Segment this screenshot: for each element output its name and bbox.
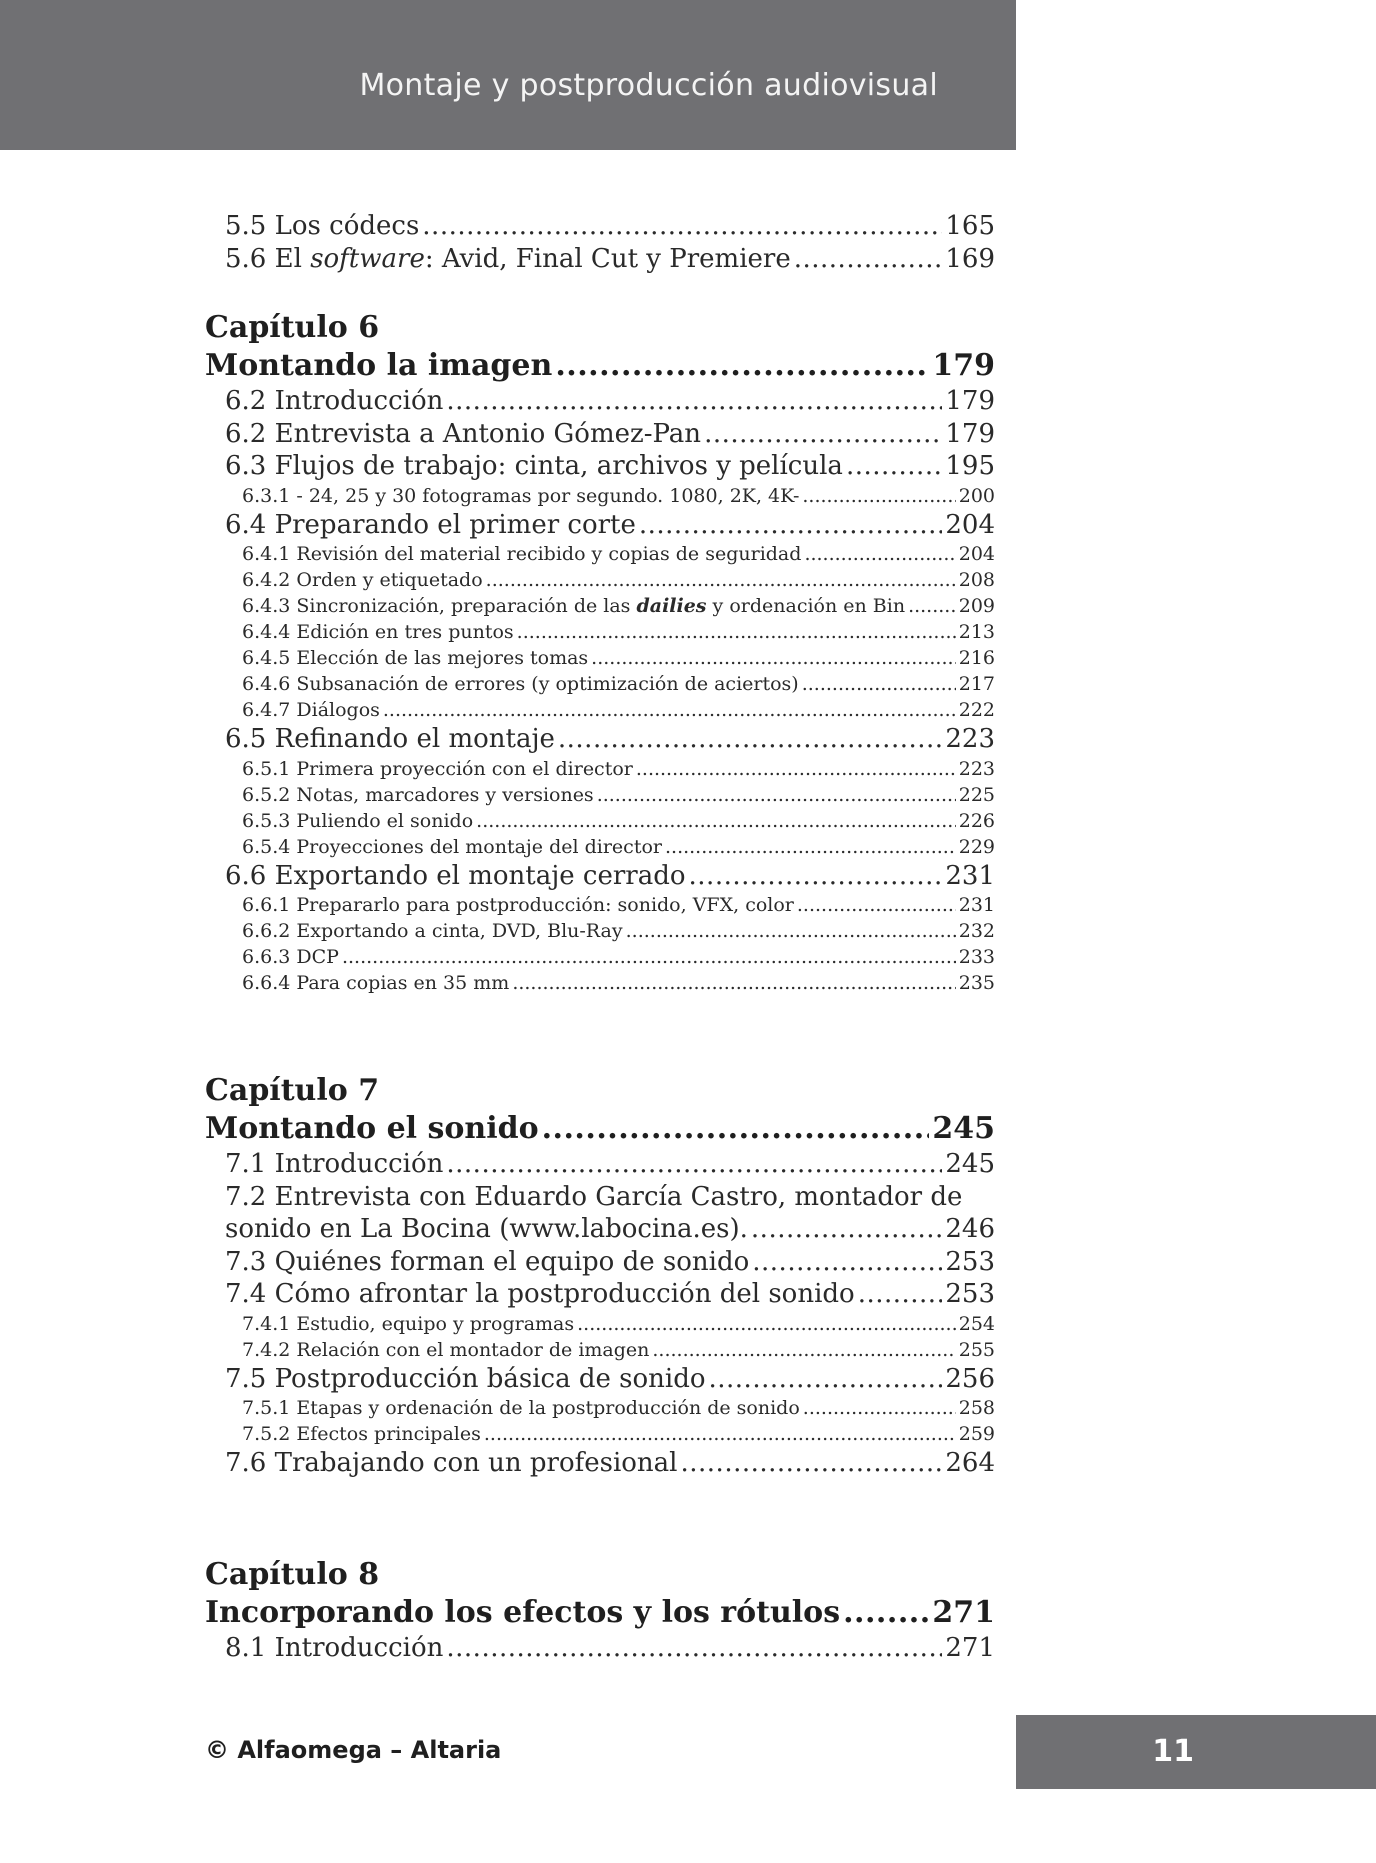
toc-subentry xyxy=(205,918,995,944)
dot-leader xyxy=(797,892,956,918)
toc-entry xyxy=(205,1148,995,1181)
dot-leader xyxy=(577,1311,956,1337)
toc-entry-page: 229 xyxy=(958,835,995,858)
toc-subentry xyxy=(205,944,995,970)
toc-entry-label: 6.2 Entrevista a Antonio Gómez-Pan xyxy=(225,418,702,449)
header-band xyxy=(0,0,1016,150)
toc-entry-page: 179 xyxy=(945,386,995,416)
toc-subentry xyxy=(205,1421,995,1447)
chapter-title: Montando el sonido xyxy=(205,1111,539,1146)
toc-entry-label: 6.4.2 Orden y etiquetado xyxy=(242,569,483,591)
chapter-heading: Capítulo 7 xyxy=(205,1073,380,1108)
toc-entry-page: 213 xyxy=(958,621,995,643)
toc-entry-page: 246 xyxy=(945,1214,995,1244)
dot-leader xyxy=(517,619,956,645)
toc-entry-page: 216 xyxy=(958,647,995,669)
toc-subentry xyxy=(205,1395,995,1421)
dot-leader xyxy=(476,808,956,834)
toc-entry xyxy=(205,1363,995,1396)
dot-leader xyxy=(908,593,956,619)
toc-entry-page: 232 xyxy=(958,920,995,942)
toc-entry-page: 231 xyxy=(958,894,995,916)
dot-leader xyxy=(446,1632,942,1665)
toc-entry-page: 233 xyxy=(958,946,995,968)
dot-leader xyxy=(486,567,956,593)
dot-leader xyxy=(704,418,942,451)
chapter-page: 271 xyxy=(932,1594,995,1630)
running-header-title: Montaje y postproducción audiovisual xyxy=(359,68,938,103)
chapter-title-entry xyxy=(205,1110,995,1148)
toc-entry-label: 6.4.4 Edición en tres puntos xyxy=(242,621,514,643)
dot-leader xyxy=(858,1278,943,1311)
dot-leader xyxy=(652,1337,955,1363)
dot-leader xyxy=(802,671,956,697)
toc-entry-label: 6.5.1 Primera proyección con el director xyxy=(242,757,633,780)
toc-entry-page: 253 xyxy=(945,1246,995,1277)
toc-subentry xyxy=(205,645,995,671)
toc-entry-page: 255 xyxy=(958,1338,995,1361)
toc-subentry xyxy=(205,1311,995,1337)
toc-entry-label: 6.4 Preparando el primer corte xyxy=(225,509,636,540)
toc-entry-page: 217 xyxy=(958,673,995,695)
dot-leader xyxy=(542,1110,930,1148)
toc-entry xyxy=(205,1278,995,1311)
chapter-heading: Capítulo 6 xyxy=(205,310,380,345)
chapter-heading: Capítulo 8 xyxy=(205,1556,380,1592)
dot-leader xyxy=(689,860,943,893)
toc-subentry xyxy=(205,483,995,509)
toc-entry-page: 226 xyxy=(958,809,995,832)
toc-entry-label: 6.5.3 Puliendo el sonido xyxy=(242,809,474,832)
toc-entry xyxy=(205,210,995,243)
dot-leader xyxy=(446,385,942,418)
toc-entry xyxy=(205,723,995,756)
toc-entry-page: 235 xyxy=(958,972,995,994)
toc-entry-label: 7.5.2 Efectos principales xyxy=(242,1423,481,1445)
toc-entry-page: 253 xyxy=(945,1279,995,1309)
toc-entry-label: 6.2 Introducción xyxy=(225,386,444,416)
toc-entry-page: 204 xyxy=(958,543,995,565)
dot-leader xyxy=(555,347,929,385)
toc-entry xyxy=(205,1447,995,1480)
toc-entry xyxy=(205,1213,995,1246)
toc-entry-label: 5.5 Los códecs xyxy=(225,211,420,241)
dot-leader xyxy=(843,1594,929,1632)
toc-entry-label: 6.4.6 Subsanación de errores (y optimización de aciertos) xyxy=(242,673,799,695)
chapter-title-entry xyxy=(205,1594,995,1632)
toc-entry-label: 7.4 Cómo afrontar la postproducción del sonido xyxy=(225,1279,855,1309)
toc-entry-page: 254 xyxy=(958,1312,995,1335)
toc-entry-label: 7.4.2 Relación con el montador de imagen xyxy=(242,1338,650,1361)
chapter-title: Incorporando los efectos y los rótulos xyxy=(205,1594,841,1630)
dot-leader xyxy=(665,834,956,860)
toc-entry-page: 231 xyxy=(945,860,995,891)
toc-subentry xyxy=(205,567,995,593)
toc-entry-label: 6.4.7 Diálogos xyxy=(242,699,380,721)
toc-subentry xyxy=(205,541,995,567)
toc-entry xyxy=(205,1246,995,1279)
toc-entry xyxy=(205,509,995,542)
toc-entry-page: 204 xyxy=(945,509,995,540)
toc-entry-page: 208 xyxy=(958,569,995,591)
toc-entry-label: 6.6.4 Para copias en 35 mm xyxy=(242,972,510,994)
dot-leader xyxy=(512,970,955,996)
toc-entry-label: 6.3.1 - 24, 25 y 30 fotogramas por segundo. 1080, 2K, 4K- xyxy=(242,484,800,507)
dot-leader xyxy=(591,645,956,671)
dot-leader xyxy=(639,509,942,542)
toc-entry xyxy=(205,1632,995,1665)
toc-entry-page: 209 xyxy=(958,595,995,617)
dot-leader xyxy=(752,1246,942,1279)
toc-entry-label: 7.6 Trabajando con un profesional xyxy=(225,1448,678,1478)
toc-entry-label: 6.3 Flujos de trabajo: cinta, archivos y película xyxy=(225,451,843,481)
toc-subentry xyxy=(205,782,995,808)
toc-subentry xyxy=(205,756,995,782)
page-number: 11 xyxy=(1152,1734,1194,1769)
toc-entry-label: 6.6.1 Prepararlo para postproducción: sonido, VFX, color xyxy=(242,894,794,916)
toc-entry-label: 7.3 Quiénes forman el equipo de sonido xyxy=(225,1246,750,1277)
toc-subentry xyxy=(205,697,995,723)
dot-leader xyxy=(751,1213,942,1246)
chapter-title-entry xyxy=(205,347,995,385)
toc-entry-label: 6.6 Exportando el montaje cerrado xyxy=(225,860,686,891)
toc-entry-page: 245 xyxy=(945,1149,995,1179)
toc-entry-label: 7.1 Introducción xyxy=(225,1149,444,1179)
toc-subentry xyxy=(205,671,995,697)
toc-entry xyxy=(205,385,995,418)
toc-subentry xyxy=(205,834,995,860)
dot-leader xyxy=(709,1363,943,1396)
toc-entry-page: 165 xyxy=(945,211,995,241)
footer-band xyxy=(1016,1715,1376,1789)
chapter-page: 179 xyxy=(932,348,995,383)
dot-leader xyxy=(484,1421,956,1447)
toc-entry xyxy=(205,418,995,451)
toc-entry-label: 7.5 Postproducción básica de sonido xyxy=(225,1363,706,1394)
dot-leader xyxy=(342,944,956,970)
toc-entry-label-line: 7.2 Entrevista con Eduardo García Castro, montador de xyxy=(225,1181,963,1212)
toc-entry-label: 7.4.1 Estudio, equipo y programas xyxy=(242,1312,575,1335)
toc-entry-label: 6.6.3 DCP xyxy=(242,946,339,968)
publisher-credit: © Alfaomega – Altaria xyxy=(205,1736,502,1764)
toc-entry xyxy=(205,860,995,893)
toc-entry-page: 222 xyxy=(958,699,995,721)
toc-subentry xyxy=(205,619,995,645)
table-of-contents xyxy=(205,210,995,1664)
dot-leader xyxy=(794,243,943,276)
toc-subentry xyxy=(205,1337,995,1363)
chapter-entries xyxy=(205,1148,995,1480)
toc-entry-label: 6.4.5 Elección de las mejores tomas xyxy=(242,647,589,669)
dot-leader xyxy=(597,782,956,808)
toc-subentry xyxy=(205,892,995,918)
toc-entry-page: 256 xyxy=(945,1363,995,1394)
toc-entry-page: 225 xyxy=(958,783,995,806)
chapter-page: 245 xyxy=(932,1111,995,1146)
toc-entry-label: 6.5 Refinando el montaje xyxy=(225,724,555,754)
toc-subentry xyxy=(205,593,995,619)
toc-entry-page: 169 xyxy=(945,243,995,274)
toc-entry-label: sonido en La Bocina (www.labocina.es). xyxy=(225,1214,748,1244)
dot-leader xyxy=(804,541,955,567)
toc-entry-label: 5.6 El software: Avid, Final Cut y Premiere xyxy=(225,243,791,274)
dot-leader xyxy=(636,756,956,782)
toc-entry-label: 7.5.1 Etapas y ordenación de la postproducción de sonido xyxy=(242,1397,800,1419)
toc-entry-page: 271 xyxy=(945,1632,995,1663)
toc-entry-label: 6.4.3 Sincronización, preparación de las dailies y ordenación en Bin xyxy=(242,595,906,617)
toc-entry-label: 6.4.1 Revisión del material recibido y copias de seguridad xyxy=(242,543,802,565)
chapter-entries xyxy=(205,385,995,996)
dot-leader xyxy=(681,1447,943,1480)
toc-entry-page: 264 xyxy=(945,1448,995,1478)
dot-leader xyxy=(422,210,942,243)
toc-entry-page: 223 xyxy=(958,757,995,780)
toc-entry-page: 179 xyxy=(945,418,995,449)
dot-leader xyxy=(846,450,942,483)
dot-leader xyxy=(446,1148,942,1181)
toc-entry-label: 6.5.2 Notas, marcadores y versiones xyxy=(242,783,594,806)
toc-entry-page: 258 xyxy=(958,1397,995,1419)
dot-leader xyxy=(803,1395,956,1421)
toc-entry-page: 195 xyxy=(945,451,995,481)
toc-subentry xyxy=(205,808,995,834)
chapter-title: Montando la imagen xyxy=(205,348,553,383)
toc-entry-label: 6.6.2 Exportando a cinta, DVD, Blu-Ray xyxy=(242,920,623,942)
toc-subentry xyxy=(205,970,995,996)
toc-entry-page: 259 xyxy=(958,1423,995,1445)
dot-leader xyxy=(383,697,956,723)
toc-entry-page: 223 xyxy=(945,724,995,754)
toc-entry xyxy=(205,450,995,483)
dot-leader xyxy=(626,918,956,944)
toc-entry-label: 8.1 Introducción xyxy=(225,1632,444,1663)
toc-entry-label: 6.5.4 Proyecciones del montaje del director xyxy=(242,835,662,858)
dot-leader xyxy=(558,723,942,756)
dot-leader xyxy=(802,483,955,509)
toc-entry xyxy=(205,243,995,276)
chapter-entries xyxy=(205,1632,995,1665)
toc-entry-page: 200 xyxy=(958,484,995,507)
